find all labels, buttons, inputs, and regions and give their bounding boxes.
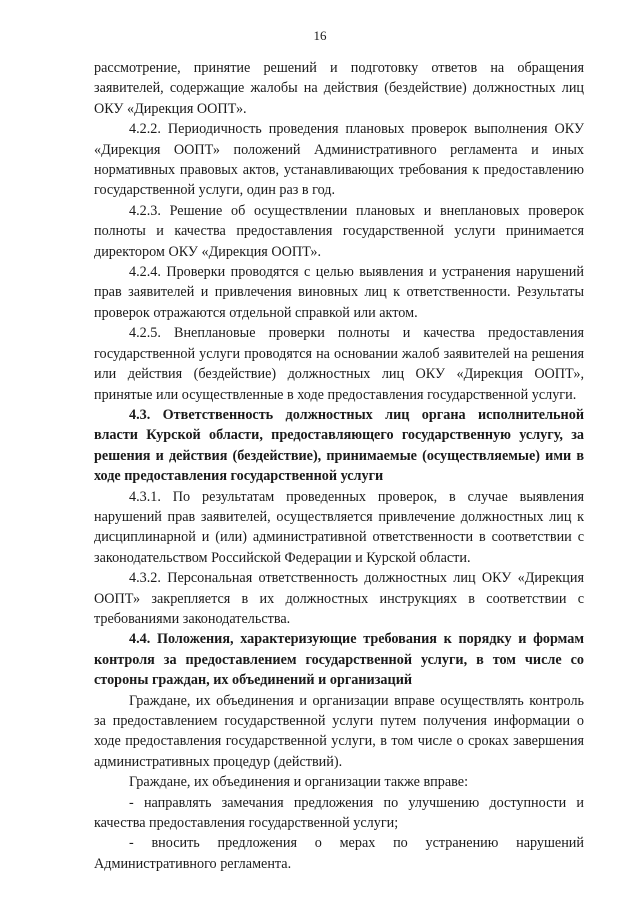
list-item-proposals: - вносить предложения о мерах по устранению нарушений Административного регламента. bbox=[94, 835, 584, 872]
paragraph-4-2-2: 4.2.2. Периодичность проведения плановых проверок выполнения ОКУ «Дирекция ООПТ» положений Административного регламента и иных нормативных правовых актов, устанавливающих требования к предоставлению государственной услуги, один раз в год. bbox=[94, 121, 584, 199]
list-item-remarks: - направлять замечания предложения по улучшению доступности и качества предоставления государственной услуги; bbox=[94, 794, 584, 832]
document-body bbox=[94, 58, 584, 874]
page-number: 16 bbox=[313, 28, 327, 43]
paragraph-4-2-5: 4.2.5. Внеплановые проверки полноты и качества предоставления государственной услуги проводятся на основании жалоб заявителей на решения или действия (бездействие) должностных лиц ОКУ «Дирекция ООПТ», принятые или осуществленные в ходе предоставления государственной услуги. bbox=[94, 325, 584, 403]
paragraph-4-3-1: 4.3.1. По результатам проведенных проверок, в случае выявления нарушений прав заявителей, осуществляется привлечение должностных лиц к дисциплинарной и (или) административной ответственности в соответствии с законодательством Российской Федерации и Курской области. bbox=[94, 488, 584, 566]
paragraph-citizens-rights: Граждане, их объединения и организации также вправе: bbox=[129, 774, 469, 791]
paragraph-4-2-4: 4.2.4. Проверки проводятся с целью выявления и устранения нарушений прав заявителей и привлечения виновных лиц к ответственности. Результаты проверок отражаются отдельной справкой или актом. bbox=[94, 264, 584, 321]
paragraph-4-3-2: 4.3.2. Персональная ответственность должностных лиц ОКУ «Дирекция ООПТ» закрепляется в их должностных инструкциях в соответствии с требованиями законодательства. bbox=[94, 570, 584, 627]
section-heading-4-3: 4.3. Ответственность должностных лиц органа исполнительной власти Курской области, предоставляющего государственную услугу, за решения и действия (бездействие), принимаемые (осуществляемые) ими в ходе предоставления государственной услуги bbox=[94, 406, 584, 485]
paragraph-continuation: рассмотрение, принятие решений и подготовку ответов на обращения заявителей, содержащие жалобы на действия (бездействие) должностных лиц ОКУ «Дирекция ООПТ». bbox=[94, 60, 584, 117]
paragraph-4-2-3: 4.2.3. Решение об осуществлении плановых и внеплановых проверок полноты и качества предоставления государственной услуги принимается директором ОКУ «Дирекция ООПТ». bbox=[94, 202, 584, 260]
paragraph-citizens-control: Граждане, их объединения и организации вправе осуществлять контроль за предоставлением государственной услуги путем получения информации о ходе предоставления государственной услуги, в том числе о сроках завершения административных процедур (действий). bbox=[94, 692, 584, 770]
section-heading-4-4: 4.4. Положения, характеризующие требования к порядку и формам контроля за предоставлением государственной услуги, в том числе со стороны граждан, их объединений и организаций bbox=[94, 631, 584, 689]
